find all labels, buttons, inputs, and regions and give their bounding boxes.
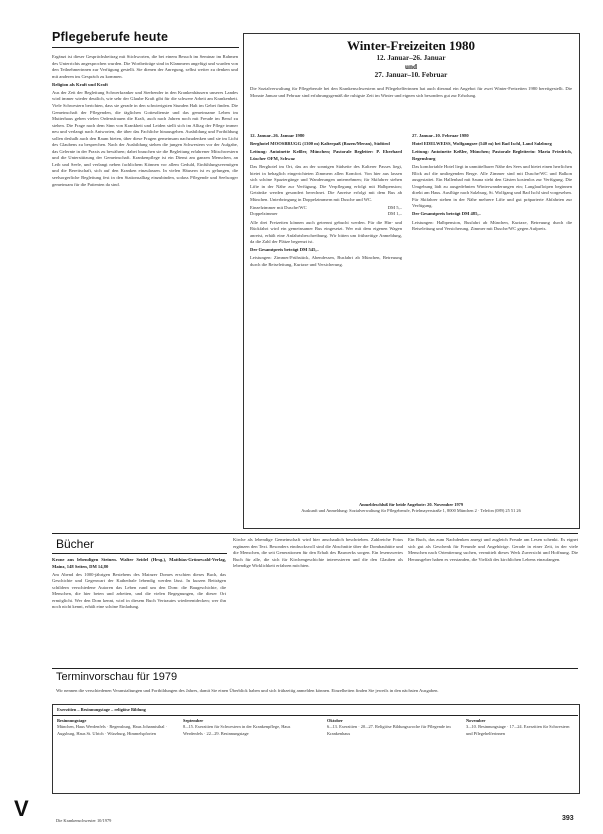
termin-c1-head: Besinnungstage [57,718,87,723]
freizeiten-dates1: 12. Januar–26. Januar [376,54,446,62]
termin-col-3 [327,718,452,737]
buecher-top-rule [52,533,578,534]
termin-box-rule [53,715,578,716]
freizeiten-right-column [412,133,572,443]
freizeiten-title: Winter-Freizeiten 1980 [347,38,475,53]
freizeiten-intro: Die Sozialverwaltung für Pflegeberufe bei den Krankenschwestern und Pflegehelferinnen hat auch diesmal ein Angebot für zwei Winter-Freizeiten 1980 bereitgestellt. Die Monate Januar und Februar sind erfahrungsgemäß die ruhigste Zeit im Winter und eignen sich besonders gut zur Erholung. [250,86,572,98]
freizeiten-deadline: Anmeldeschluß für beide Angebote: 20. November 1979 [358,502,464,507]
buecher-col3: Ein Buch, das zum Nachdenken anregt und zugleich Freude am Lesen schenkt. Es eignet sich gut als Geschenk für Freunde und Angehörige. Gerade in einer Zeit, in der viele Menschen nach Orientierung suchen, vermittelt dieses Werk Zuversicht und Hoffnung. Die Herausgeber haben es verstanden, die Vielfalt des kirchlichen Lebens einzufangen. [408,537,578,562]
termin-col-1 [57,718,177,737]
price-label-1: Einzelzimmer mit Dusche/WC [250,204,307,210]
termin-c4-text: 3.–10. Besinnungstage · 17.–24. Exerzitien für Schwestern und Pflegehelferinnen [466,724,570,736]
freizeiten-contact: Auskunft und Anmeldung: Sozialverwaltung für Pflegeberufe, Prielmayerstraße 1, 8000 München 2 · Telefon (089) 25 51 26 [301,508,521,514]
book-head: Krone aus lebendigen Steinen. Walter Seidel (Hrsg.), Matthias-Grünewald-Verlag, Mainz, 148 Seiten, DM 14,80 [52,557,226,569]
termin-c3-head: Oktober [327,718,343,723]
termin-intro: Wir nennen die verschiedenen Veranstaltungen und Fortbildungen des Jahres, damit Sie einen Überblick haben und sich frühzeitig anmelden können. Einzelheiten finden Sie jeweils in den nächsten Ausgaben. [56,688,439,693]
termin-c4-head: November [466,718,486,723]
termin-box-head: Exerzitien – Besinnungstage – religiöse Bildung [57,707,146,712]
freizeiten-dates2: 27. Januar–10. Februar [374,71,448,79]
pflege-title-rule [52,47,239,48]
termin-c3-text: 6.–13. Exerzitien · 20.–27. Religiöse Bildungswoche für Pflegende im Krankenhaus [327,724,451,736]
pflege-intro: Ergänzt ist dieser Gesprächsbeitrag mit Stichworten, die bei einem Besuch im Seminar im Rahmen des Unterrichts angesprochen wurden. Die Wortbeiträge sind in Klammern angefügt und wurden von den Teilnehmerinnen zur Verfügung gestellt. Sie dienen der Anregung, selbst weiter zu denken und mit anderen ins Gespräch zu kommen. [52,54,238,79]
termin-c2-head: September [183,718,204,723]
price-label-2: Doppelzimmer [250,211,278,217]
termin-col-4 [466,718,574,737]
page-number: 393 [562,815,574,822]
journal-footer: Die Krankenschwester 10/1979 [56,818,112,823]
book-col1-text: Am Abend des 1000-jährigen Bestehens des Mainzer Domes erschien dieses Buch, das Geschichte und Gegenwart der Kathedrale lebendig werden lässt. In kurzen Beiträgen schildern verschiedene Autoren das Leben rund um den Dom: die Baugeschichte, die Menschen, die hier beten und arbeiten, und die vielen Begegnungen, die dieser Ort ermöglicht. Wer den Dom kennt, wird in diesem Buch Vertrautes wiederentdecken; wer ihn noch nicht kennt, erhält eine schöne Einladung. [52,571,226,610]
pflege-title: Pflegeberufe heute [52,30,169,44]
right-dates: 27. Januar–10. Februar 1980 [412,133,469,138]
termin-top-rule [52,668,578,669]
left-total: Der Gesamtpreis beträgt DM 545,– [250,247,319,253]
right-sub: Der Gesamtpreis beträgt DM 485,– [412,211,481,217]
buecher-title: Bücher [56,537,95,551]
page-corner-mark: V [14,796,29,821]
pflege-column [52,54,238,524]
right-body: Das komfortable Hotel liegt in unmittelbarer Nähe des Sees und bietet einen herrlichen Blick auf die umliegenden Berge. Alle Zimmer sind mit Dusche/WC und Balkon ausgestattet. Ein Hallenbad mit Sauna steht den Gästen kostenlos zur Verfügung. Die Umgebung lädt zu ausgedehnten Winterwanderungen ein; Langlaufloipen beginnen direkt am Haus. Ausflüge nach Salzburg, St. Wolfgang und Bad Ischl sind vorgesehen. Für Skifahrer stehen in der Nähe mehrere Lifte und gut präparierte Abfahrten zur Verfügung. [412,163,572,209]
right-body2: Leistungen: Halbpension, Busfahrt ab München, Kurtaxe, Betreuung durch die Reiseleitung und Versicherung. Zimmer mit Dusche/WC gegen Aufpreis. [412,219,572,232]
left-place: Berghotel MOOSBRUGG (1300 m) Kalterpaß (Bozen/Meran), Südtirol [250,141,390,147]
left-body: Das Berghotel im Ort, das an der sonnigen Südseite des Kalterer Passes liegt, bietet in behaglich eingerichteten Zimmern allen Komfort. Von hier aus lassen sich schöne Spaziergänge und Wanderungen unternehmen; für Skifahrer stehen Lifte in der Nähe zur Verfügung. Die Verpflegung erfolgt mit Halbpension; Getränke werden gesondert berechnet. Die Anreise erfolgt mit dem Bus ab München. Unterbringung in Doppelzimmern mit Dusche und WC. [250,163,402,202]
right-place: Hotel EDELWEISS, Wolfgangsee (540 m) bei Bad Ischl, Land Salzburg [412,141,552,147]
freizeiten-and: und [405,63,417,71]
termin-title: Terminvorschau für 1979 [56,671,178,683]
price-value-1: DM 5,– [387,204,402,210]
buecher-col2: Kirche als lebendige Gemeinschaft wird hier anschaulich beschrieben. Zahlreiche Fotos ergänzen den Text. Besonders eindrucksvoll sind die Abschnitte über die Dombauhütte und die Menschen, die seit Generationen für den Erhalt des Bauwerks sorgen. Ein lesenswertes Buch für alle, die sich für Kirchengeschichte interessieren und die den Glauben als lebendige Wirklichkeit erfahren möchten. [233,537,403,569]
left-total-note: Leistungen: Zimmer/Frühstück, Abendessen, Busfahrt ab München, Betreuung durch die Reiseleitung, Kurtaxe und Versicherung. [250,255,402,267]
freizeiten-header [244,38,578,80]
freizeiten-left-column [250,133,402,443]
right-leader: Leitung: Antoinette Keßler, München; Pastorale Begleiterin: Maria Friedrich, Regensburg [412,149,572,161]
termin-col-2 [183,718,308,737]
left-leader: Leitung: Antoinette Keßler, München; Pastorale Begleiter: P. Eberhard Lüscher OFM, Schwaz [250,149,402,161]
termin-c1-text: München, Haus Werdenfels · Regensburg, Haus Johannisthal · Augsburg, Haus St. Ulrich · Würzburg, Himmelspforten [57,724,168,736]
buecher-title-rule [52,553,227,554]
price-row-2 [250,211,402,218]
price-value-2: DM 1,– [387,211,402,217]
termin-c2-text: 8.–15. Exerzitien für Schwestern in der Krankenpflege, Haus Werdenfels · 22.–29. Besinnungstage [183,724,291,736]
pflege-sec1-title: Religion als Kraft und Kraft [52,81,108,87]
pflege-sec1-body: Aus der Zeit der Begleitung Schwerkranker und Sterbender in den Krankenhäusern unseres Landes wird immer wieder deutlich, wie sehr der Glaube Kraft gibt für die schwere Arbeit am Krankenbett. Viele Schwestern berichten, dass sie gerade in den schwierigsten Stunden Halt im Gebet finden. Die Gemeinschaft der Pflegenden, die täglichen Gottesdienste und das gemeinsame Leben im Mutterhaus geben vielen Ordensfrauen die Kraft, auch nach Jahren noch mit Freude im Beruf zu stehen. Die Frage nach dem Sinn von Krankheit und Leiden stellt sich im Alltag der Pflege immer neu und verlangt nach Antworten, die über das Fachliche hinausgehen. Ausbildung und Fortbildung sollen deshalb auch den Raum bieten, über diese Fragen gemeinsam nachzudenken und sie im Licht des Glaubens zu besprechen. Nach der Ausbildung stehen die jungen Schwestern vor der Aufgabe, das Gelernte in der Praxis zu bewähren; dabei brauchen sie die Begleitung erfahrener Mitschwestern und die Unterstützung der Gemeinschaft. Krankenpflege ist ein Dienst am ganzen Menschen, an Leib und Seele, und verlangt neben fachlichem Können vor allem Geduld, Einfühlungsvermögen und die Bereitschaft, sich auf den Kranken einzulassen. In vielen Häusern ist es gelungen, die seelsorgerliche Begleitung fest in den Stationsalltag einzubinden, sodass Pflegende und Seelsorger gemeinsam für die Patienten da sind. [52,89,238,187]
buecher-col1 [52,557,226,662]
left-dates: 12. Januar–26. Januar 1980 [250,133,305,138]
freizeiten-footer [250,502,572,515]
left-note: Alle drei Freizeiten können auch getrennt gebucht werden. Für die Hin- und Rückfahrt wird ein gemeinsamer Bus eingesetzt. Wer mit dem eigenen Wagen anreist, erhält eine Anfahrtsbeschreibung. Wir bitten um frühzeitige Anmeldung, da die Zahl der Plätze begrenzt ist. [250,219,402,245]
